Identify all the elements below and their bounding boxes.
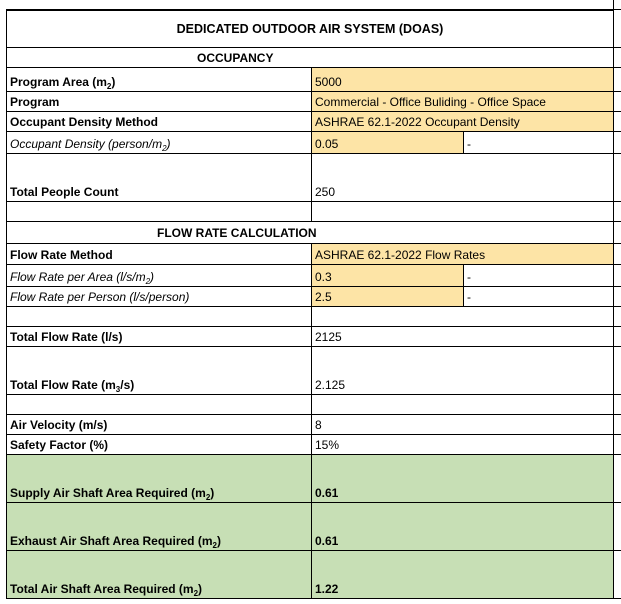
blank-cell bbox=[6, 395, 312, 415]
safety-factor-value: 15% bbox=[312, 435, 614, 455]
blank-cell bbox=[614, 132, 621, 154]
flow-per-area-value[interactable]: 0.3 bbox=[312, 265, 464, 287]
total-shaft-label: Total Air Shaft Area Required (m $^2$ ) bbox=[6, 551, 312, 599]
safety-factor-row bbox=[0, 435, 621, 455]
blank-cell bbox=[6, 307, 312, 327]
flow-heading: FLOW RATE CALCULATION bbox=[6, 222, 614, 244]
blank-cell bbox=[614, 347, 621, 395]
density-method-value[interactable]: ASHRAE 62.1-2022 Occupant Density bbox=[312, 112, 614, 132]
supply-shaft-value: 0.61 bbox=[312, 455, 614, 503]
people-count-value: 250 bbox=[312, 154, 614, 202]
total-flow-ls-value: 2125 bbox=[312, 327, 614, 347]
supply-shaft-row bbox=[0, 455, 621, 503]
safety-factor-label: Safety Factor (%) bbox=[6, 435, 312, 455]
blank-cell bbox=[614, 112, 621, 132]
total-flow-ls-label: Total Flow Rate (l/s) bbox=[6, 327, 312, 347]
program-value[interactable]: Commercial - Office Buliding - Office Space bbox=[312, 92, 614, 112]
program-area-row bbox=[0, 68, 621, 92]
blank-cell bbox=[614, 154, 621, 202]
occupant-density-value[interactable]: 0.05 bbox=[312, 132, 464, 154]
blank-cell bbox=[614, 551, 621, 599]
blank-cell bbox=[614, 503, 621, 551]
occupancy-heading-row bbox=[0, 48, 621, 68]
flow-method-value[interactable]: ASHRAE 62.1-2022 Flow Rates bbox=[312, 244, 614, 265]
blank-cell bbox=[614, 68, 621, 92]
blank-row-top bbox=[0, 0, 621, 10]
blank-cell bbox=[6, 0, 614, 10]
blank-row bbox=[0, 395, 621, 415]
blank-cell bbox=[312, 395, 614, 415]
flow-heading-row bbox=[0, 222, 621, 244]
occupancy-heading: OCCUPANCY bbox=[6, 48, 614, 68]
air-velocity-value: 8 bbox=[312, 415, 614, 435]
total-flow-m3s-row bbox=[0, 347, 621, 395]
flow-per-person-label: Flow Rate per Person (l/s/person) bbox=[6, 287, 312, 307]
air-velocity-label: Air Velocity (m/s) bbox=[6, 415, 312, 435]
blank-row bbox=[0, 202, 621, 222]
blank-cell bbox=[614, 244, 621, 265]
people-count-row bbox=[0, 154, 621, 202]
blank-cell bbox=[312, 202, 614, 222]
blank-cell bbox=[614, 327, 621, 347]
blank-cell bbox=[6, 202, 312, 222]
blank-row bbox=[0, 307, 621, 327]
title-row bbox=[0, 10, 621, 48]
occupant-density-label: Occupant Density (person/m $^2$ ) bbox=[6, 132, 312, 154]
blank-cell bbox=[614, 48, 621, 68]
air-velocity-row bbox=[0, 415, 621, 435]
blank-cell bbox=[614, 0, 621, 10]
blank-cell bbox=[614, 202, 621, 222]
blank-cell bbox=[614, 10, 621, 48]
blank-cell bbox=[614, 307, 621, 327]
flow-per-person-value[interactable]: 2.5 bbox=[312, 287, 464, 307]
blank-cell bbox=[312, 307, 614, 327]
density-method-label: Occupant Density Method bbox=[6, 112, 312, 132]
flow-per-area-unit-cell: - bbox=[464, 265, 614, 287]
blank-cell bbox=[614, 395, 621, 415]
blank-cell bbox=[614, 435, 621, 455]
supply-shaft-label: Supply Air Shaft Area Required (m $^2$ ) bbox=[6, 455, 312, 503]
total-shaft-value: 1.22 bbox=[312, 551, 614, 599]
program-row bbox=[0, 92, 621, 112]
blank-cell bbox=[614, 455, 621, 503]
total-shaft-row bbox=[0, 551, 621, 599]
exhaust-shaft-value: 0.61 bbox=[312, 503, 614, 551]
blank-cell bbox=[614, 265, 621, 287]
exhaust-shaft-label: Exhaust Air Shaft Area Required (m $^2$ ) bbox=[6, 503, 312, 551]
total-flow-ls-row bbox=[0, 327, 621, 347]
sheet-title: DEDICATED OUTDOOR AIR SYSTEM (DOAS) bbox=[6, 10, 614, 48]
flow-per-person-unit-cell: - bbox=[464, 287, 614, 307]
occupant-density-unit-cell: - bbox=[464, 132, 614, 154]
blank-cell bbox=[614, 92, 621, 112]
blank-cell bbox=[614, 415, 621, 435]
flow-method-row bbox=[0, 244, 621, 265]
flow-per-area-row bbox=[0, 265, 621, 287]
exhaust-shaft-row bbox=[0, 503, 621, 551]
total-flow-m3s-label: Total Flow Rate (m $^3$ /s) bbox=[6, 347, 312, 395]
blank-cell bbox=[614, 287, 621, 307]
program-area-label: Program Area (m $^2$ ) bbox=[6, 68, 312, 92]
occupant-density-row bbox=[0, 132, 621, 154]
people-count-label: Total People Count bbox=[6, 154, 312, 202]
total-flow-m3s-value: 2.125 bbox=[312, 347, 614, 395]
flow-per-person-row bbox=[0, 287, 621, 307]
program-label: Program bbox=[6, 92, 312, 112]
density-method-row bbox=[0, 112, 621, 132]
blank-cell bbox=[614, 222, 621, 244]
flow-per-area-label: Flow Rate per Area (l/s/m $^2$ ) bbox=[6, 265, 312, 287]
flow-method-label: Flow Rate Method bbox=[6, 244, 312, 265]
program-area-value[interactable]: 5000 bbox=[312, 68, 614, 92]
